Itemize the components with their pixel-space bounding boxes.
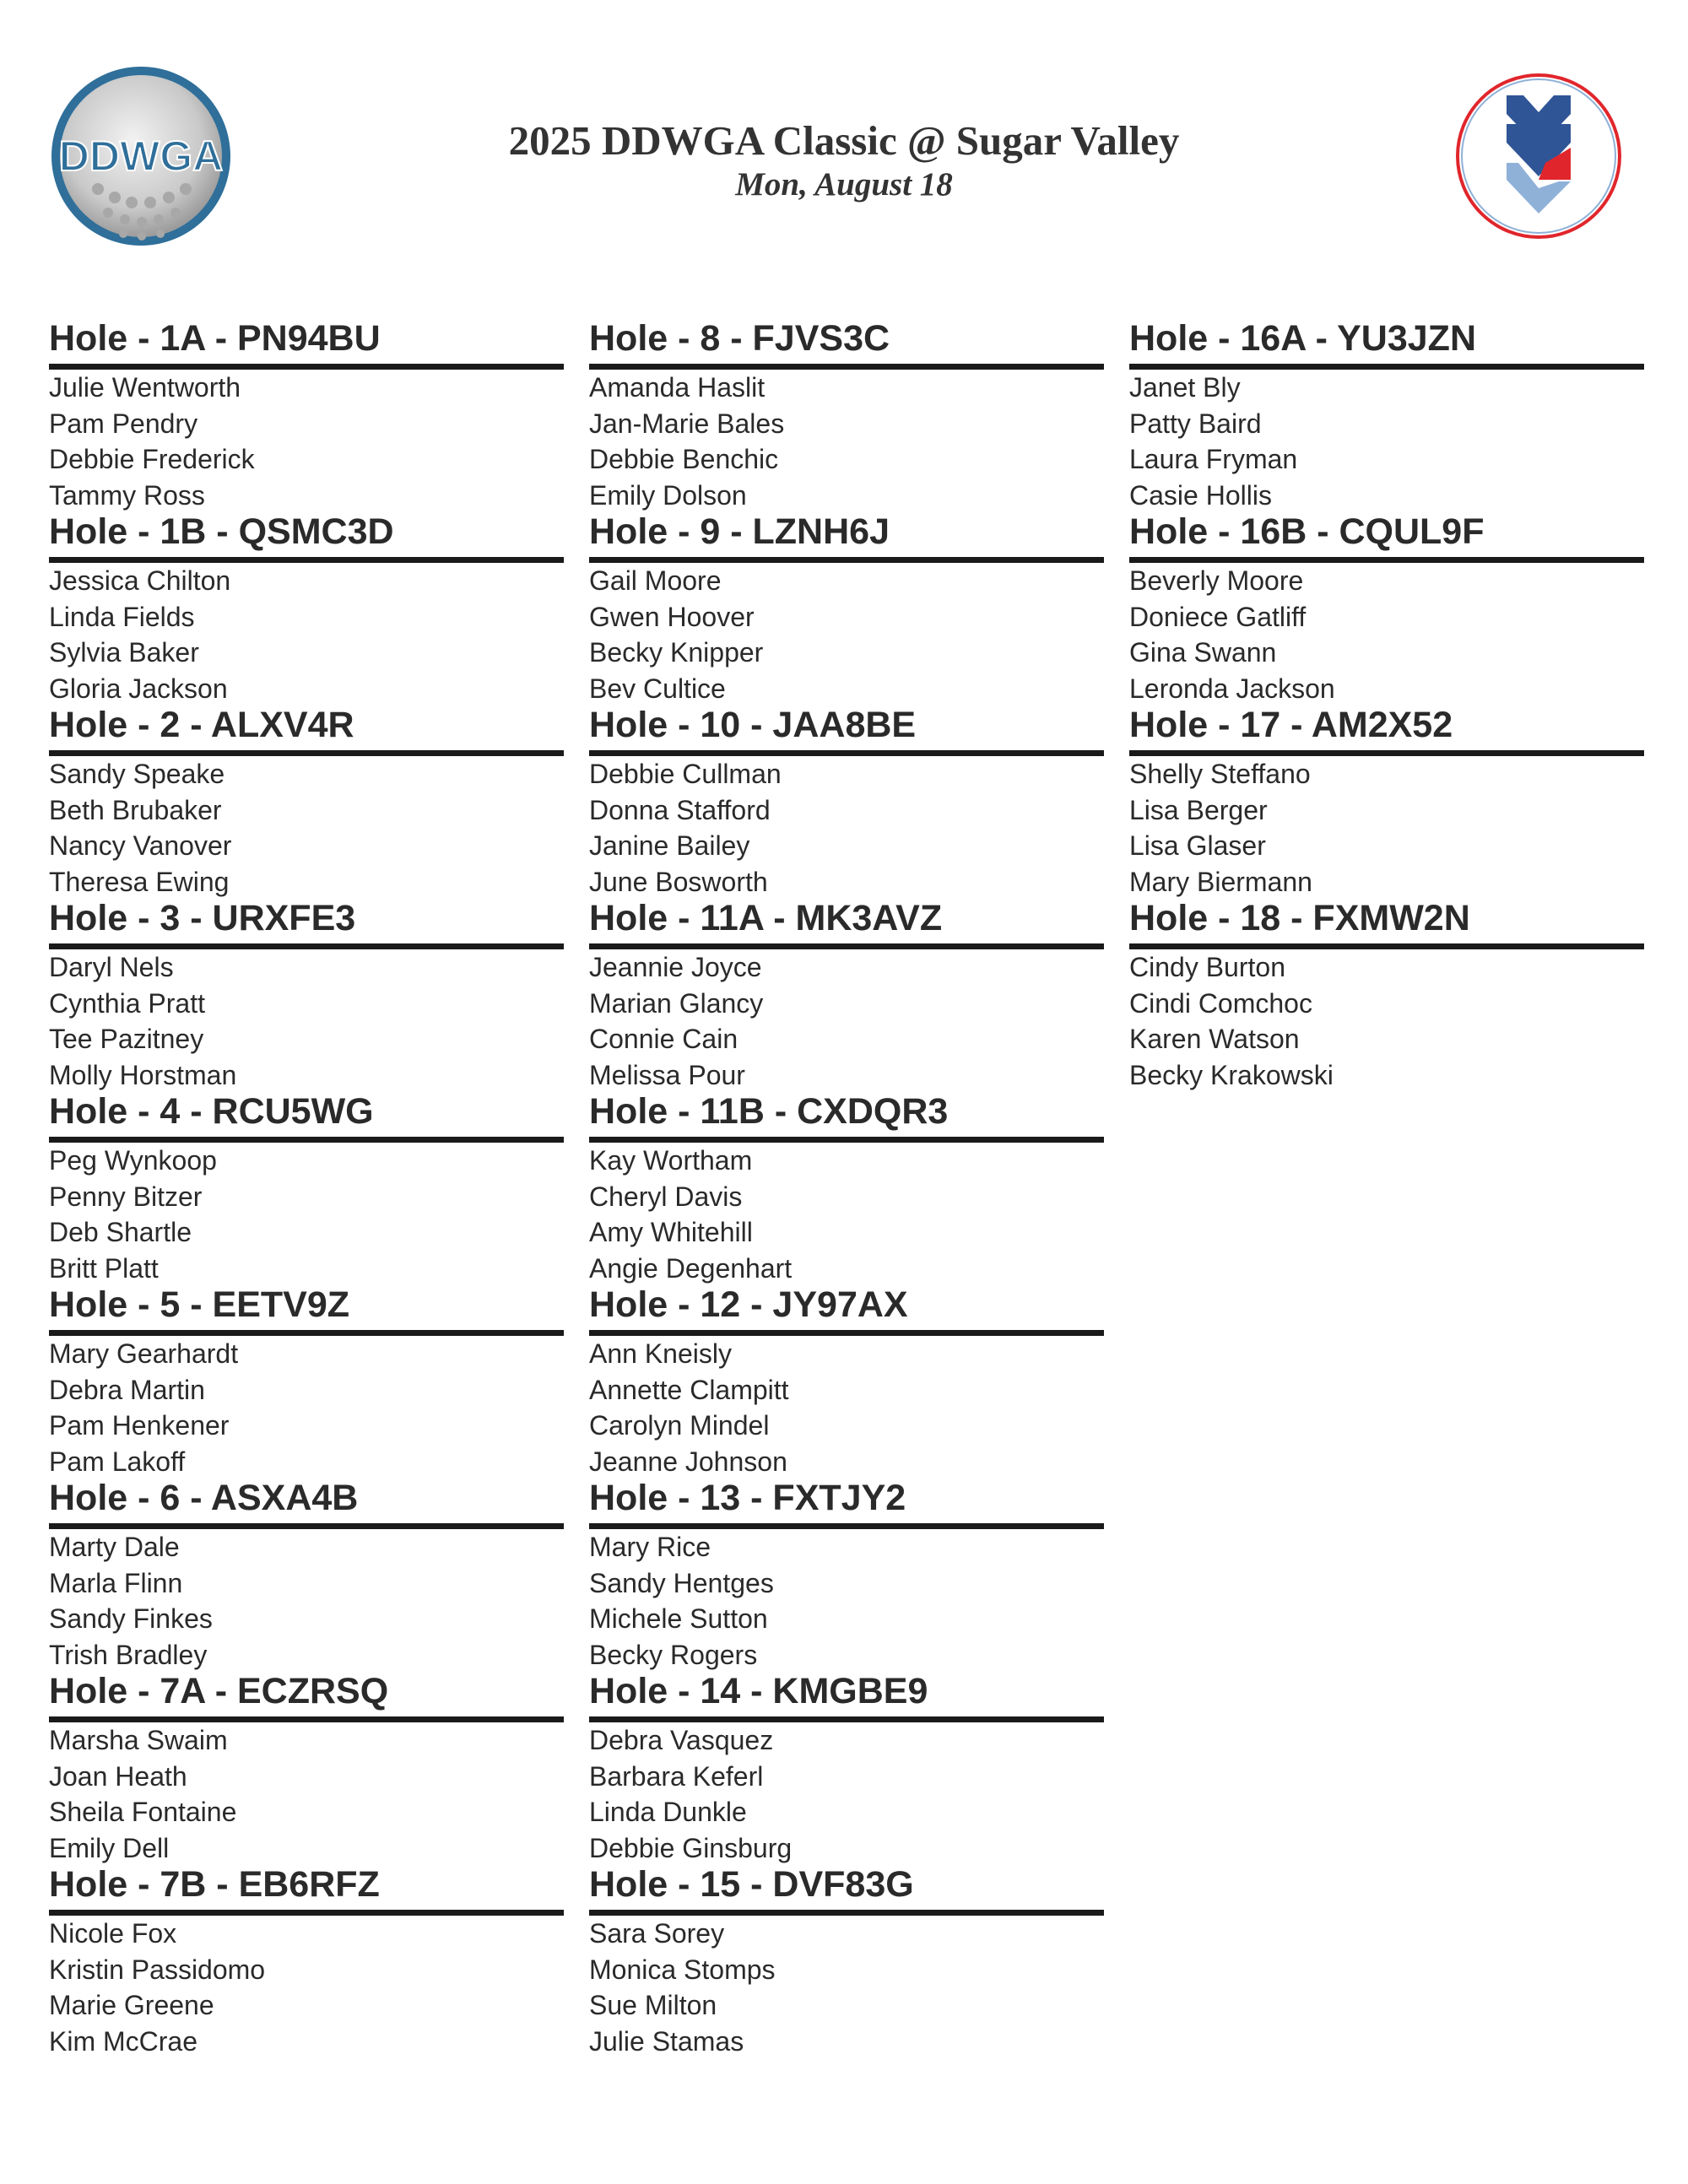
column-3 bbox=[1129, 316, 1644, 1089]
hole-group bbox=[1129, 896, 1644, 1089]
player-name: Deb Shartle bbox=[49, 1217, 192, 1247]
player-name: Becky Knipper bbox=[589, 637, 764, 668]
hole-header: Hole - 13 - FXTJY2 bbox=[589, 1476, 1104, 1529]
logo-text: DDWGA bbox=[58, 132, 224, 180]
player-name: Marty Dale bbox=[49, 1532, 180, 1562]
player-name: Ann Kneisly bbox=[589, 1338, 732, 1369]
hole-group bbox=[49, 1476, 564, 1669]
hole-header: Hole - 15 - DVF83G bbox=[589, 1862, 1104, 1916]
player-name: Emily Dolson bbox=[589, 479, 747, 511]
hole-group bbox=[589, 1283, 1104, 1476]
sugar-valley-emblem bbox=[1454, 72, 1623, 241]
hole-group bbox=[1129, 316, 1644, 510]
hole-group bbox=[1129, 510, 1644, 703]
hole-header: Hole - 7A - ECZRSQ bbox=[49, 1669, 564, 1722]
player-name: Cindy Burton bbox=[1129, 952, 1285, 982]
hole-header: Hole - 4 - RCU5WG bbox=[49, 1089, 564, 1143]
column-2 bbox=[589, 316, 1104, 2056]
hole-group bbox=[49, 1862, 564, 2056]
hole-header: Hole - 10 - JAA8BE bbox=[589, 703, 1104, 756]
player-name: Marsha Swaim bbox=[49, 1725, 228, 1755]
hole-header: Hole - 14 - KMGBE9 bbox=[589, 1669, 1104, 1722]
player-name: Casie Hollis bbox=[1129, 479, 1272, 511]
player-name: Kim McCrae bbox=[49, 2025, 198, 2057]
player-name: Debbie Ginsburg bbox=[589, 1832, 793, 1863]
hole-header: Hole - 1B - QSMC3D bbox=[49, 510, 564, 563]
player-name: June Bosworth bbox=[589, 866, 768, 897]
player-name: Melissa Pour bbox=[589, 1059, 745, 1090]
player-name: Trish Bradley bbox=[49, 1639, 208, 1670]
player-name: Gwen Hoover bbox=[589, 601, 755, 632]
player-name: Sandy Finkes bbox=[49, 1603, 213, 1634]
player-name: Mary Rice bbox=[589, 1532, 711, 1562]
hole-group bbox=[49, 316, 564, 510]
player-name: Daryl Nels bbox=[49, 952, 174, 982]
player-name: Lisa Glaser bbox=[1129, 830, 1266, 861]
player-name: Debra Martin bbox=[49, 1374, 205, 1405]
hole-header: Hole - 8 - FJVS3C bbox=[589, 316, 1104, 370]
player-name: Becky Krakowski bbox=[1129, 1059, 1334, 1090]
hole-header: Hole - 17 - AM2X52 bbox=[1129, 703, 1644, 756]
hole-header: Hole - 11A - MK3AVZ bbox=[589, 896, 1104, 949]
player-name: Gloria Jackson bbox=[49, 673, 228, 704]
hole-group bbox=[49, 510, 564, 703]
hole-group bbox=[589, 1669, 1104, 1862]
player-name: Linda Fields bbox=[49, 601, 195, 632]
player-name: Cheryl Davis bbox=[589, 1181, 743, 1212]
hole-group bbox=[589, 1476, 1104, 1669]
player-name: Connie Cain bbox=[589, 1024, 738, 1054]
hole-header: Hole - 16B - CQUL9F bbox=[1129, 510, 1644, 563]
player-name: Kay Wortham bbox=[589, 1145, 753, 1176]
player-name: Jeannie Joyce bbox=[589, 952, 762, 982]
player-name: Gina Swann bbox=[1129, 637, 1277, 668]
hole-group bbox=[49, 896, 564, 1089]
player-name: Penny Bitzer bbox=[49, 1181, 203, 1212]
player-name: Annette Clampitt bbox=[589, 1374, 789, 1405]
player-name: Sue Milton bbox=[589, 1990, 717, 2020]
hole-header: Hole - 11B - CXDQR3 bbox=[589, 1089, 1104, 1143]
title-block bbox=[338, 116, 1350, 204]
player-name: Emily Dell bbox=[49, 1832, 170, 1863]
hole-header: Hole - 12 - JY97AX bbox=[589, 1283, 1104, 1336]
player-name: Sandy Hentges bbox=[589, 1567, 774, 1598]
player-name: Laura Fryman bbox=[1129, 444, 1298, 474]
player-name: Debbie Cullman bbox=[589, 759, 782, 789]
player-name: Monica Stomps bbox=[589, 1954, 776, 1985]
player-name: Molly Horstman bbox=[49, 1059, 237, 1090]
player-name: Jan-Marie Bales bbox=[589, 408, 785, 439]
player-name: Mary Gearhardt bbox=[49, 1338, 239, 1369]
hole-group bbox=[589, 510, 1104, 703]
player-name: Debbie Benchic bbox=[589, 444, 779, 474]
player-name: Carolyn Mindel bbox=[589, 1410, 770, 1441]
player-name: Jessica Chilton bbox=[49, 565, 231, 596]
player-name: Beth Brubaker bbox=[49, 794, 222, 825]
hole-header: Hole - 1A - PN94BU bbox=[49, 316, 564, 370]
player-name: Barbara Keferl bbox=[589, 1760, 764, 1792]
player-name: Debra Vasquez bbox=[589, 1725, 774, 1755]
player-name: Tammy Ross bbox=[49, 479, 205, 511]
player-name: Pam Henkener bbox=[49, 1410, 230, 1441]
player-name: Michele Sutton bbox=[589, 1603, 768, 1634]
player-name: Angie Degenhart bbox=[589, 1252, 793, 1284]
player-name: Jeanne Johnson bbox=[589, 1446, 787, 1477]
player-name: Linda Dunkle bbox=[589, 1797, 747, 1827]
player-name: Nancy Vanover bbox=[49, 830, 232, 861]
player-name: Shelly Steffano bbox=[1129, 759, 1311, 789]
player-name: Sylvia Baker bbox=[49, 637, 199, 668]
player-name: Marie Greene bbox=[49, 1990, 214, 2020]
player-name: Janine Bailey bbox=[589, 830, 750, 861]
player-name: Patty Baird bbox=[1129, 408, 1262, 439]
player-name: Beverly Moore bbox=[1129, 565, 1304, 596]
player-name: Julie Wentworth bbox=[49, 372, 241, 403]
hole-header: Hole - 3 - URXFE3 bbox=[49, 896, 564, 949]
player-name: Lisa Berger bbox=[1129, 794, 1268, 825]
player-name: Leronda Jackson bbox=[1129, 673, 1335, 704]
player-name: Mary Biermann bbox=[1129, 866, 1312, 897]
hole-header: Hole - 9 - LZNH6J bbox=[589, 510, 1104, 563]
player-name: Joan Heath bbox=[49, 1760, 187, 1792]
hole-header: Hole - 2 - ALXV4R bbox=[49, 703, 564, 756]
player-name: Doniece Gatliff bbox=[1129, 601, 1307, 632]
hole-group bbox=[49, 1669, 564, 1862]
player-name: Marla Flinn bbox=[49, 1567, 183, 1598]
hole-group bbox=[589, 1862, 1104, 2056]
player-name: Janet Bly bbox=[1129, 372, 1241, 403]
player-name: Sandy Speake bbox=[49, 759, 225, 789]
player-name: Tee Pazitney bbox=[49, 1024, 204, 1054]
event-date: Mon, August 18 bbox=[735, 166, 953, 203]
page-title: 2025 DDWGA Classic @ Sugar Valley bbox=[508, 117, 1180, 164]
player-name: Amy Whitehill bbox=[589, 1217, 753, 1247]
player-name: Pam Lakoff bbox=[49, 1446, 186, 1477]
hole-header: Hole - 18 - FXMW2N bbox=[1129, 896, 1644, 949]
player-name: Peg Wynkoop bbox=[49, 1145, 217, 1176]
hole-group bbox=[589, 1089, 1104, 1283]
player-name: Sheila Fontaine bbox=[49, 1797, 237, 1827]
player-name: Becky Rogers bbox=[589, 1639, 758, 1670]
player-name: Cynthia Pratt bbox=[49, 987, 205, 1019]
hole-group bbox=[589, 896, 1104, 1089]
hole-group bbox=[589, 703, 1104, 896]
player-name: Kristin Passidomo bbox=[49, 1954, 266, 1985]
hole-header: Hole - 7B - EB6RFZ bbox=[49, 1862, 564, 1916]
player-name: Bev Cultice bbox=[589, 673, 726, 704]
player-name: Karen Watson bbox=[1129, 1024, 1300, 1054]
player-name: Theresa Ewing bbox=[49, 866, 230, 897]
hole-header: Hole - 6 - ASXA4B bbox=[49, 1476, 564, 1529]
column-1 bbox=[49, 316, 564, 2056]
hole-group bbox=[49, 1283, 564, 1476]
player-name: Amanda Haslit bbox=[589, 372, 766, 403]
hole-group bbox=[49, 1089, 564, 1283]
player-name: Nicole Fox bbox=[49, 1918, 177, 1949]
player-name: Gail Moore bbox=[589, 565, 722, 596]
player-name: Julie Stamas bbox=[589, 2025, 744, 2057]
player-name: Cindi Comchoc bbox=[1129, 987, 1312, 1019]
player-name: Pam Pendry bbox=[49, 408, 198, 439]
player-name: Britt Platt bbox=[49, 1252, 159, 1284]
hole-header: Hole - 5 - EETV9Z bbox=[49, 1283, 564, 1336]
player-name: Debbie Frederick bbox=[49, 444, 255, 474]
player-name: Marian Glancy bbox=[589, 987, 764, 1019]
hole-group bbox=[589, 316, 1104, 510]
ddwga-logo bbox=[47, 62, 235, 250]
player-name: Sara Sorey bbox=[589, 1918, 725, 1949]
hole-header: Hole - 16A - YU3JZN bbox=[1129, 316, 1644, 370]
hole-group bbox=[49, 703, 564, 896]
player-name: Donna Stafford bbox=[589, 794, 771, 825]
hole-group bbox=[1129, 703, 1644, 896]
